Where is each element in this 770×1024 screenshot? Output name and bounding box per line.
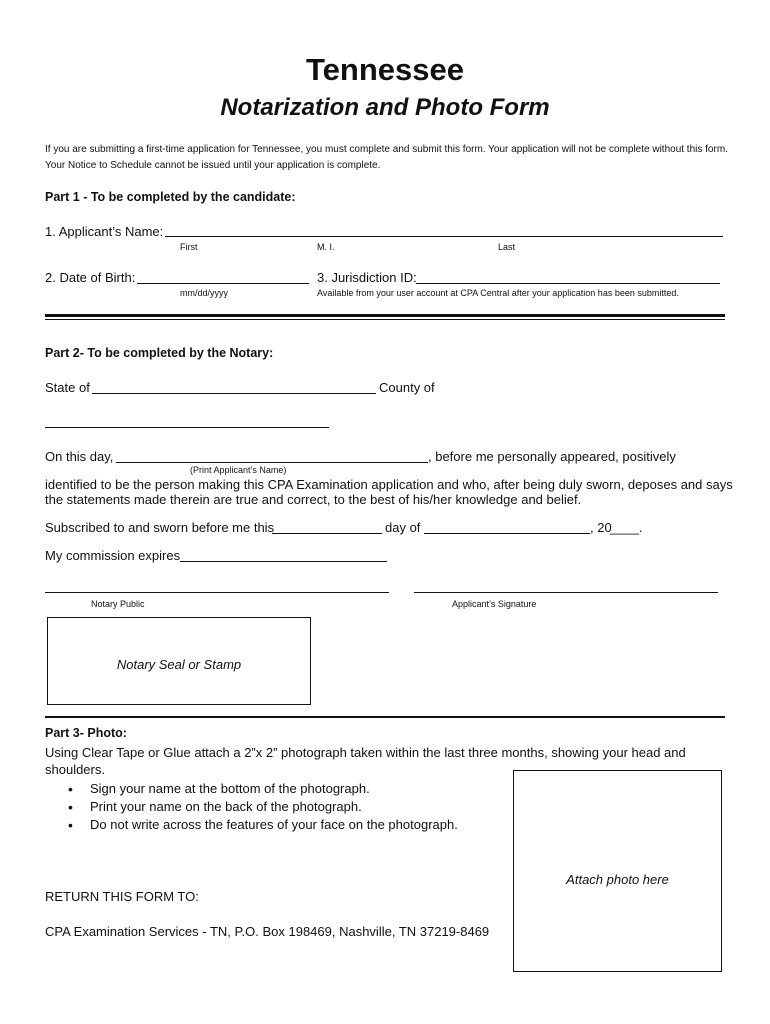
day-of-label: day of (385, 520, 421, 535)
on-this-day-label: On this day, (45, 449, 114, 464)
photo-box[interactable] (513, 770, 722, 972)
year-prefix: , 20 (590, 520, 612, 535)
form-title: Tennessee (306, 52, 464, 87)
list-item: • Do not write across the features of your face on the photograph. (68, 816, 458, 834)
state-of-label: State of (45, 380, 90, 395)
list-item: • Print your name on the back of the photograph. (68, 798, 458, 816)
photo-instructions: Using Clear Tape or Glue attach a 2”x 2” photograph taken within the last three months, showing your head and shoulders. (45, 745, 686, 777)
form-subtitle: Notarization and Photo Form (220, 94, 550, 121)
applicant-name-field[interactable] (165, 236, 723, 237)
first-name-caption: First (180, 242, 198, 252)
subscribed-label: Subscribed to and sworn before me this (45, 520, 275, 535)
applicant-name-label: 1. Applicant’s Name: (45, 224, 164, 239)
county-field[interactable] (45, 427, 329, 428)
last-name-caption: Last (498, 242, 516, 252)
jurisdiction-label: 3. Jurisdiction ID: (317, 270, 417, 285)
section-divider-thin (45, 319, 725, 320)
intro-text: If you are submitting a first-time application for Tennessee, you must complete and submit this form. Your application will not be complete without this form. Your Notice to Schedule cannot be issued until your application is complete. (45, 144, 728, 171)
jurisdiction-field[interactable] (416, 283, 720, 284)
return-label: RETURN THIS FORM TO: (45, 889, 199, 904)
list-item: • Sign your name at the bottom of the photograph. (68, 780, 458, 798)
return-address: CPA Examination Services - TN, P.O. Box 198469, Nashville, TN 37219-8469 (45, 924, 490, 939)
notary-signature-line[interactable] (45, 592, 389, 593)
dob-format-caption: mm/dd/yyyy (180, 288, 229, 298)
before-me-text: , before me personally appeared, positively (428, 449, 676, 464)
commission-label: My commission expires (45, 548, 181, 563)
notary-public-caption: Notary Public (91, 599, 145, 609)
dob-field[interactable] (137, 283, 309, 284)
state-field[interactable] (92, 393, 376, 394)
section-divider-2 (45, 716, 725, 718)
section-divider (45, 314, 725, 317)
applicant-signature-line[interactable] (414, 592, 718, 593)
attach-photo-label: Attach photo here (566, 872, 669, 887)
part1-heading: Part 1 - To be completed by the candidate: (45, 190, 296, 204)
notary-seal-box[interactable] (47, 617, 311, 705)
sworn-day-field[interactable] (272, 533, 382, 534)
county-of-label: County of (379, 380, 435, 395)
applicant-signature-caption: Applicant’s Signature (452, 599, 537, 609)
applicant-print-name-field[interactable] (116, 462, 428, 463)
sworn-month-field[interactable] (424, 533, 590, 534)
part2-heading: Part 2- To be completed by the Notary: (45, 346, 274, 360)
jurisdiction-note: Available from your user account at CPA Central after your application has been submitted. (317, 288, 679, 298)
notary-seal-label: Notary Seal or Stamp (116, 657, 242, 672)
identified-text: identified to be the person making this CPA Examination application and who, after being duly sworn, deposes and says the statements made therein are true and correct, to the best of his/her knowledge and belief. (45, 477, 733, 507)
year-field[interactable]: ____. (610, 520, 643, 535)
commission-field[interactable] (180, 561, 387, 562)
photo-rules-list (68, 780, 458, 834)
part3-heading: Part 3- Photo: (45, 726, 127, 740)
print-name-caption: (Print Applicant’s Name) (190, 465, 287, 475)
dob-label: 2. Date of Birth: (45, 270, 136, 285)
mi-caption: M. I. (317, 242, 335, 252)
